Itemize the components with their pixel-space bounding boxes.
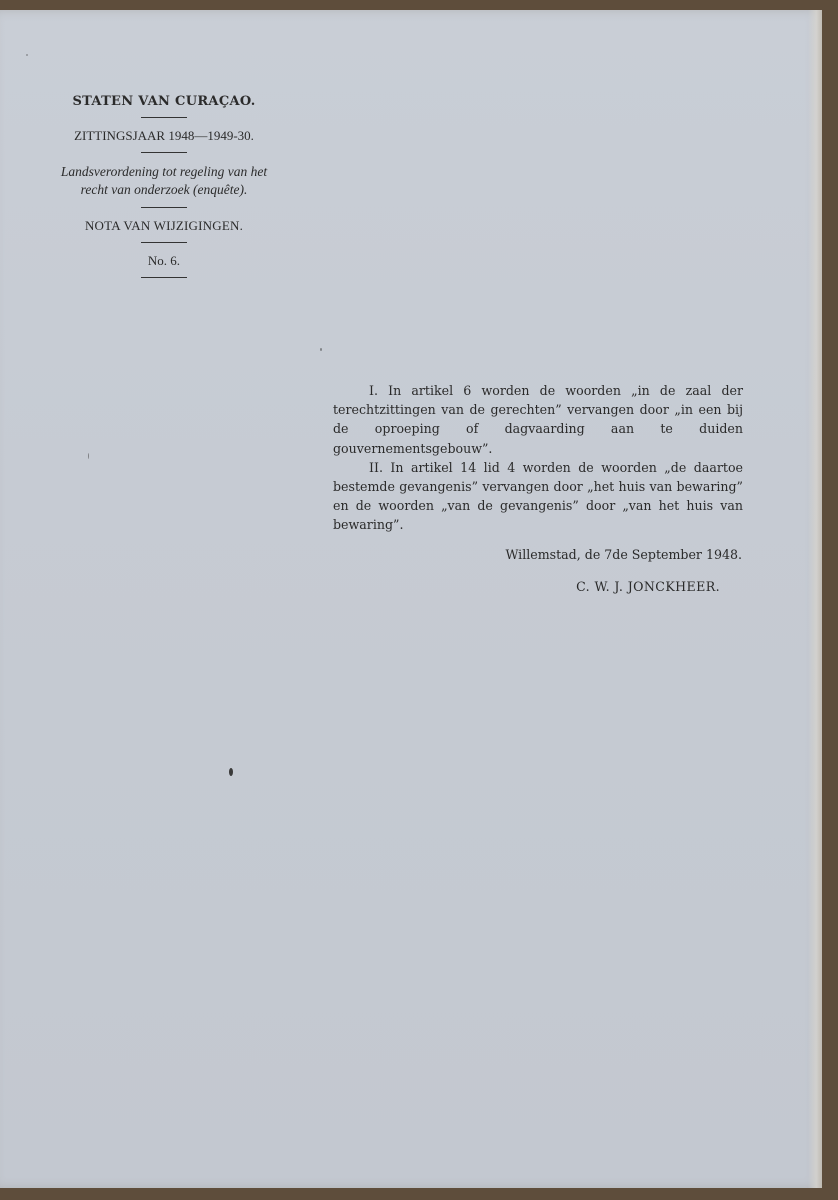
paper-speck (88, 453, 89, 459)
divider-rule (141, 117, 187, 118)
paper-sheet (0, 10, 822, 1188)
document-header (14, 94, 314, 288)
subject-line: recht van onderzoek (enquête). (80, 182, 248, 197)
subject-line: Landsverordening tot regeling van het (60, 164, 268, 179)
paper-speck (229, 768, 233, 776)
paper-speck (320, 348, 322, 351)
amendment-paragraph-2: II. In artikel 14 lid 4 worden de woorden „de daartoe bestemde gevangenis” vervangen door „het huis van bewaring” en de woorden „van de gevangenis” door „van het huis van bewaring”. (333, 459, 743, 533)
divider-rule (141, 207, 187, 208)
nota-heading: NOTA VAN WIJZIGINGEN. (84, 218, 244, 233)
amendment-paragraph-1: I. In artikel 6 worden de woorden „in de zaal der terechtzittingen van de gerechten” vervangen door „in een bij de oproeping of dagvaarding aan te duiden gouvernementsgebouw”. (333, 383, 743, 456)
divider-rule (141, 152, 187, 153)
session-year: ZITTINGSJAAR 1948—1949-30. (74, 128, 254, 143)
signature: C. W. J. JONCKHEER. (576, 579, 720, 594)
divider-rule (141, 242, 187, 243)
paper-speck (26, 54, 28, 56)
document-title: STATEN VAN CURAÇAO. (72, 94, 256, 109)
place-date: Willemstad, de 7de September 1948. (505, 547, 742, 562)
divider-rule (141, 277, 187, 278)
amendment-body (333, 381, 743, 535)
document-number: No. 6. (147, 253, 181, 268)
paper-edge (808, 10, 822, 1188)
